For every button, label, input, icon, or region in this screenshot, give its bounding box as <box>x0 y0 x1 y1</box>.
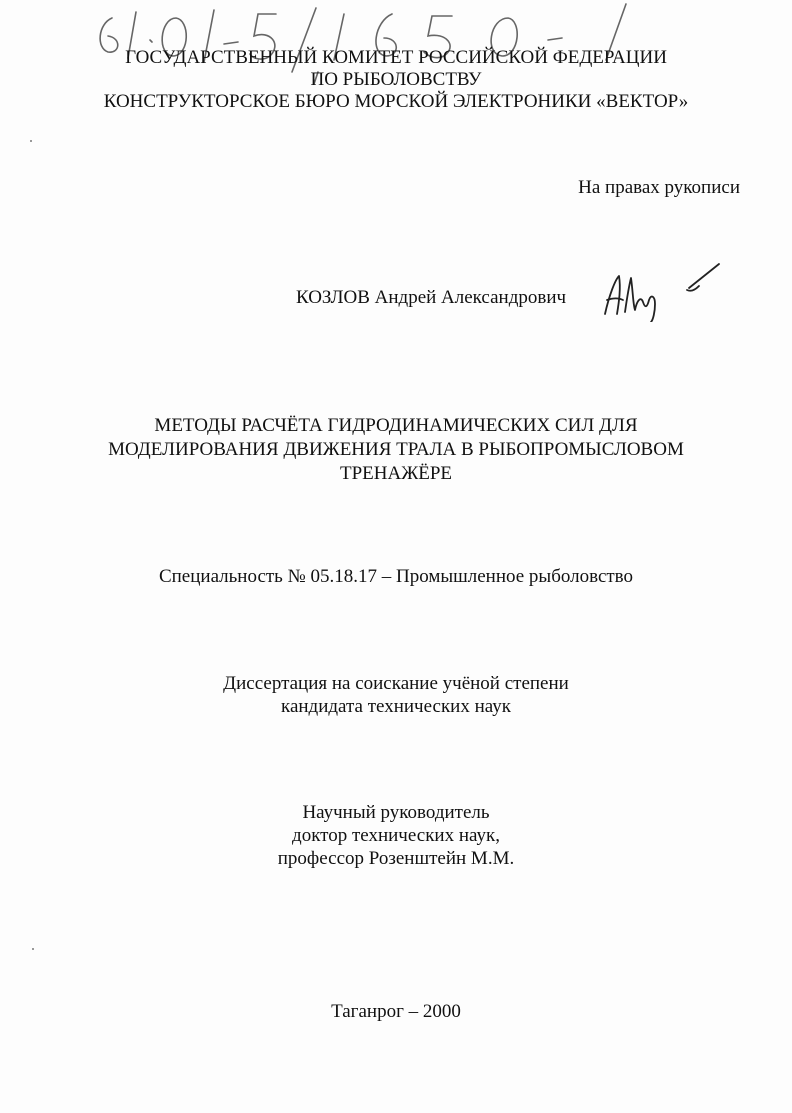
degree-line-2: кандидата технических наук <box>281 696 511 717</box>
dissertation-title <box>0 414 792 486</box>
organization-line-3: КОНСТРУКТОРСКОЕ БЮРО МОРСКОЙ ЭЛЕКТРОНИКИ «ВЕКТОР» <box>103 91 689 112</box>
organization-line-1: ГОСУДАРСТВЕННЫЙ КОМИТЕТ РОССИЙСКОЙ ФЕДЕРАЦИИ <box>125 47 667 68</box>
author-name: КОЗЛОВ Андрей Александрович <box>296 287 567 308</box>
advisor-line-3: профессор Розенштейн М.М. <box>277 848 515 869</box>
scientific-advisor <box>0 801 792 870</box>
title-line-1: МЕТОДЫ РАСЧЁТА ГИДРОДИНАМИЧЕСКИХ СИЛ ДЛЯ <box>154 415 638 436</box>
specialty: Специальность № 05.18.17 – Промышленное рыболовство <box>158 566 634 587</box>
degree-line-1: Диссертация на соискание учёной степени <box>223 673 569 694</box>
organization-line-2: ПО РЫБОЛОВСТВУ <box>310 69 482 90</box>
degree-statement <box>0 672 792 718</box>
scan-speck <box>30 140 32 142</box>
organization-header <box>0 47 792 113</box>
title-line-3: ТРЕНАЖЁРЕ <box>339 463 453 484</box>
author-signature <box>595 262 725 322</box>
advisor-line-2: доктор технических наук, <box>292 825 500 846</box>
rights-note: На правах рукописи <box>578 177 740 198</box>
city-year: Таганрог – 2000 <box>331 1001 461 1022</box>
title-line-2: МОДЕЛИРОВАНИЯ ДВИЖЕНИЯ ТРАЛА В РЫБОПРОМЫСЛОВОМ <box>108 439 684 460</box>
scan-speck <box>32 948 34 950</box>
advisor-line-1: Научный руководитель <box>302 802 490 823</box>
